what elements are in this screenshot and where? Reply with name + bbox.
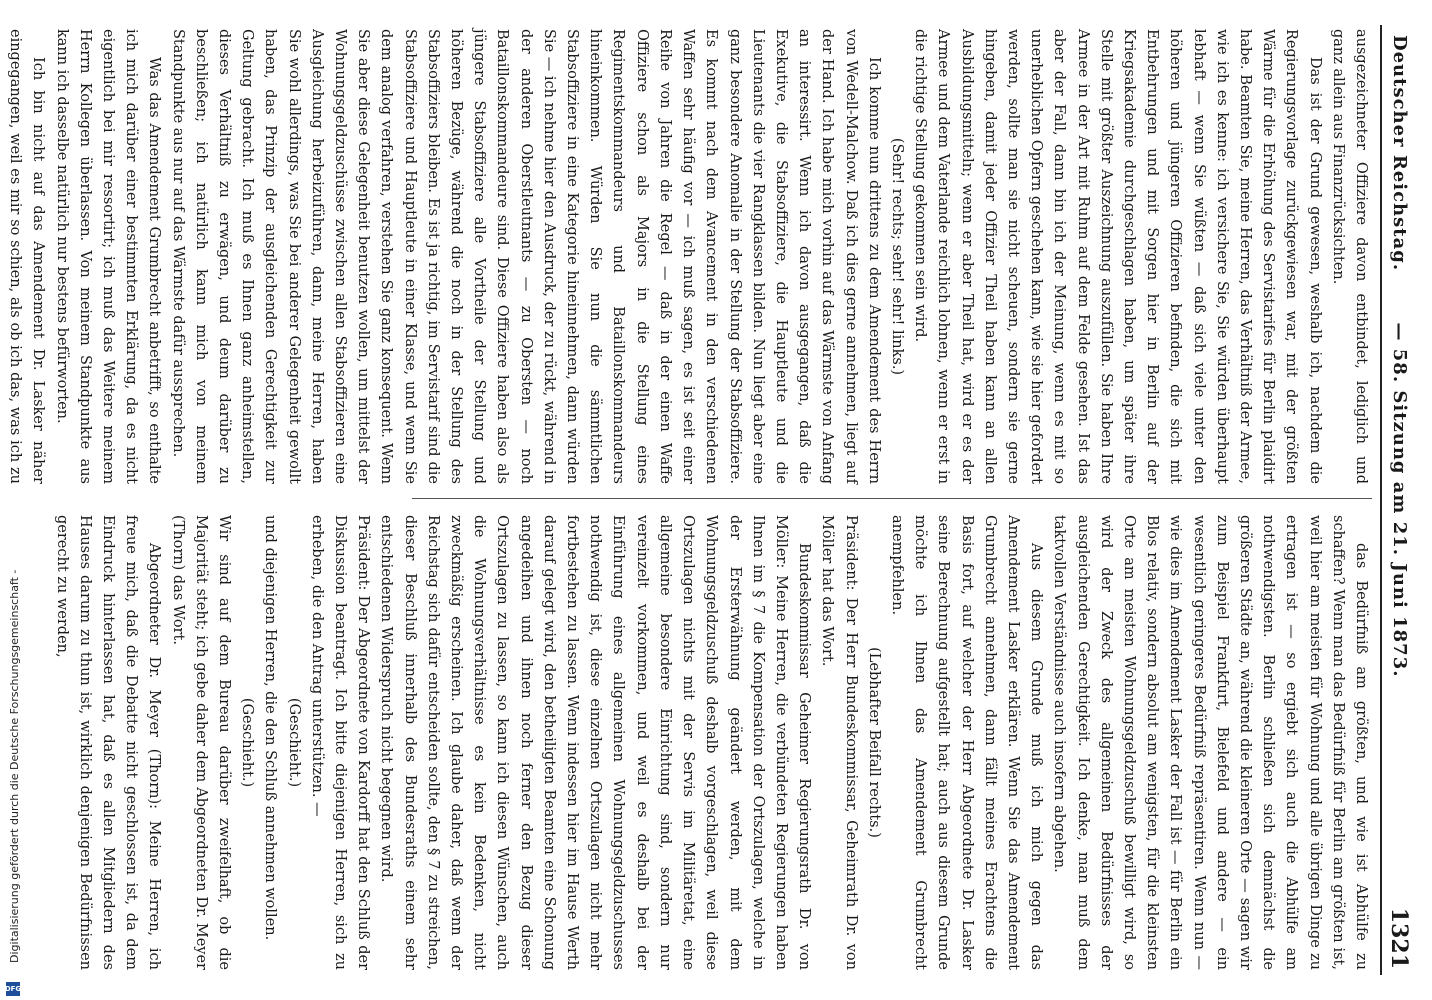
paragraph: Präsident: Der Abgeordnete von Kardorff hat den Schluß der Diskussion beantragt. Ich bitte diejenigen Herren, sich zu erheben, die den Antrag unterstützen. — (308, 515, 372, 970)
paragraph: (Lebhafter Beifall rechts.) (865, 647, 882, 838)
paragraph: Was das Amendement Grumbrecht anbetrifft, so enthalte ich mich darüber einer bestimmten Erklärung, da es nicht eigentlich bei mir ressortirt; ich muß das Weitere meinem Herrn Kollegen überlassen. Von meinem Standpunkte aus kann ich dasselbe natürlich nur bestens befürworten. (53, 29, 163, 484)
session-line: — 58. Sitzung am 21. Juni 1873. (1389, 322, 1410, 678)
funding-notice: Digitalisierung gefördert durch die Deutsche Forschungsgemeinschaft - (8, 569, 21, 963)
footer-credit (2, 569, 24, 998)
paragraph: (Geschieht.) (285, 697, 302, 788)
paragraph: (Geschieht.) (239, 697, 256, 788)
paragraph: Präsident: Der Herr Bundeskommissar, Geheimrath Dr. von Möller hat das Wort. (819, 515, 859, 970)
paragraph: Bundeskommissar Geheimer Regierungsrath Dr. von Möller: Meine Herren, die verbündeten Regierungen haben Ihnen im § 7 die Kompensation der Ortszulagen, welche in der Ersterwähnung geändert werden, mit dem Wohnungsgeldzuschuß deshalb vorgeschlagen, weil diese Ortszulagen nichts mit der Servis im Militäretat, eine allgemeine besondere Einrichtung sind, sondern nur vereinzelt vorkommen, und weil es deshalb bei der Einführung eines allgemeinen Wohnungsgeldzuschusses nothwendig ist, diese einzelnen Ortszulagen nicht mehr fortbestehen zu lassen. Wenn indessen hier im Hause Werth darauf gelegt wird, den betheiligten Beamten eine Schonung angedeihen und ihnen noch ferner den Bezug dieser Ortszulagen zu lassen, so kann ich diesen Wünschen, auch die Wohnungsverhältnisse es kein Bedenken, nicht zweckmäßig erscheinen. Ich glaube daher, daß wenn der Reichstag sich dafür entscheiden sollte, den § 7 zu streichen, dieser Beschluß innerhalb des Bundesraths einem sehr entschiedenen Widerspruch nicht begegnen wird. (378, 515, 813, 970)
page-header (1380, 25, 1416, 975)
right-column (53, 515, 1372, 970)
column-divider (412, 498, 1372, 499)
paragraph: Aus diesem Grunde muß ich mich gegen das Amendement Lasker erklären. Wenn Sie das Amendement Grumbrecht annehmen, dann fällt meines Erachtens die Basis fort, auf welcher der Herr Abgeordnete Dr. Lasker seine Berechnung aufgestellt hat; auch aus diesem Grunde möchte ich Ihnen das Amendement Grumbrecht anempfehlen. (888, 515, 1045, 970)
paragraph: Abgeordneter Dr. Meyer (Thorn): Meine Herren, ich freue mich, daß die Debatte nicht geschlossen ist, da dem Eindruck hinterlassen hat, daß es allen Mitgliedern des Hauses darum zu thun ist, wirklich denjenigen Bedürfnissen gerecht zu werden, (53, 515, 163, 970)
paragraph: Ich bin nicht auf das Amendement Dr. Lasker näher eingegangen, weil es mir so schien, als ob ich das, was ich zu (7, 29, 47, 484)
paragraph: Wir sind auf dem Bureau darüber zweifelhaft, ob die Majorität steht; ich gebe daher dem Abgeordneten Dr. Meyer (Thorn) das Wort. (169, 515, 233, 970)
paragraph: Ich komme nun drittens zu dem Amendement des Herrn von Wedell-Malchow. Daß ich dies gerne annehmen, liegt auf der Hand. Ich habe mich vorhin auf das Wärmste von Anfang an interessirt. Wenn ich davon ausgegangen, daß die Exekutive, die Stabsoffiziere, die Hauptleute und die Lieutenants die vier Rangklassen bilden. Nun liegt aber eine ganz besondere Anomalie in der Stellung der Stabsoffiziere. Es kommt nach dem Avancement in den verschiedenen Waffen sehr häufig vor — ich muß sagen, es ist seit einer Reihe von Jahren die Regel — daß in der einen Waffe Offiziere schon als Majors in die Stellung eines Regimentskommandeurs und Bataillonskommandeurs hineinkommen. Würden Sie nun die sämmtlichen Stabsoffiziere in eine Kategorie hineinnehmen, dann würden Sie — ich nehme hier den Ausdruck, der zu rückt, während in der anderen Oberstleutnants — zu Obersten — noch Bataillonskommandeure sind. Diese Offiziere haben also als jüngere Stabsoffiziere alle Vortheile der Stellung und höheren Bezüge, während die noch in der Stellung des Stabsoffiziers bleiben. Es ist ja richtig, im Servistarif sind die Stabsoffiziere und Hauptleute in einer Klasse, und wenn Sie dem analog verfahren, verstehen Sie ganz konsequent. Wenn Sie aber diese Gelegenheit benutzen wollen, um mittelst der Wohnungsgeldzuschüsse zwischen allen Stabsoffizieren eine Ausgleichung herbeizuführen, dann, meine Herren, haben Sie wohl allerdings, was Sie bei anderer Gelegenheit gewollt haben, das Prinzip der ausgleichenden Gerechtigkeit zur Geltung gebracht. Ich muß es Ihnen ganz anheimstellen, dieses Verhältniß zu erwägen, und deum darüber zu beschließen; ich natürlich kann mich von meinem Standpunkte aus nur auf das Wärmste dafür aussprechen. (169, 29, 882, 484)
publication-title: Deutscher Reichstag. (1389, 35, 1410, 272)
dfg-logo: DFG (6, 982, 20, 996)
page-number: 1321 (1386, 907, 1412, 969)
paragraph: ausgezeichneter Offiziere davon entbindet, lediglich und ganz allein aus Finanzrücksichten. (1329, 29, 1369, 484)
paragraph: das Bedürfniß am größten, und wie ist Abhülfe zu schaffen? Wenn man das Bedürfniß für Berlin am größten ist, weil hier am meisten für Wohnung und alle übrigen Dinge zu ertragen ist — so ergiebt sich auch die Abhülfe am nothwendigsten. Berlin schließen sich demnächst die größeren Städte an, während die kleineren Orte — sagen wir zum Beispiel Frankfurt, Bielefeld und andere — ein wesentlich geringeres Bedürfniß repräsentiren. Wenn nun — wie dies im Amendement Lasker der Fall ist — für Berlin ein Blos relativ, sondern absolut am wenigsten, für die kleinsten Orte am meisten Wohnungsgeldzuschuß bewilligt wird, so wird der Zweck des allgemeinen Bedürfnisses der ausgleichenden Gerechtigkeit. Ich denke, man muß dem taktvollen Verständnisse auch insofern abgehen. (1051, 515, 1369, 970)
paragraph: (Sehr! rechts; sehr! sehr! links.) (888, 137, 905, 376)
paragraph: Das ist der Grund gewesen, weshalb ich, nachdem die Regierungsvorlage zurückgewiesen war, mit der größten Wärme für die Erhöhung des Servistarifes für Berlin plaidirt habe. Beamten Sie, meine Herren, das Verhältniß der Armee, wie ich es kenne: ich versichere Sie, Sie würden überhaupt lebhaft — wenn Sie wüßten — daß sich viele unter den höheren und jüngeren Offizieren befinden, die sich mit Entbehrungen und mit Sorgen hier in Berlin auf der Kriegsakademie durchgeschlagen haben, um später ihre Stelle mit größter Auszeichnung auszufüllen. Sie haben Ihre Armee in der Art mit Ruhm auf dem Felde gesehen. Ist das aber der Fall, dann bin ich der Meinung, wenn es mit so unerheblichen Opfern geschehen kann, wie sie hier gefordert werden, sollte man sie nicht scheuen, sondern sie gerne hingeben, damit jeder Offizier Theil haben kann an allen Ausbildungsmitteln; wenn er aber Theil hat, wird er es der Armee und dem Vaterlande reichlich lohnen, wenn er erst in die richtige Stellung gekommen sein wird. (912, 29, 1323, 484)
paragraph: und diejenigen Herren, die den Schluß annehmen wollen. (262, 515, 279, 941)
left-column (7, 29, 1372, 484)
